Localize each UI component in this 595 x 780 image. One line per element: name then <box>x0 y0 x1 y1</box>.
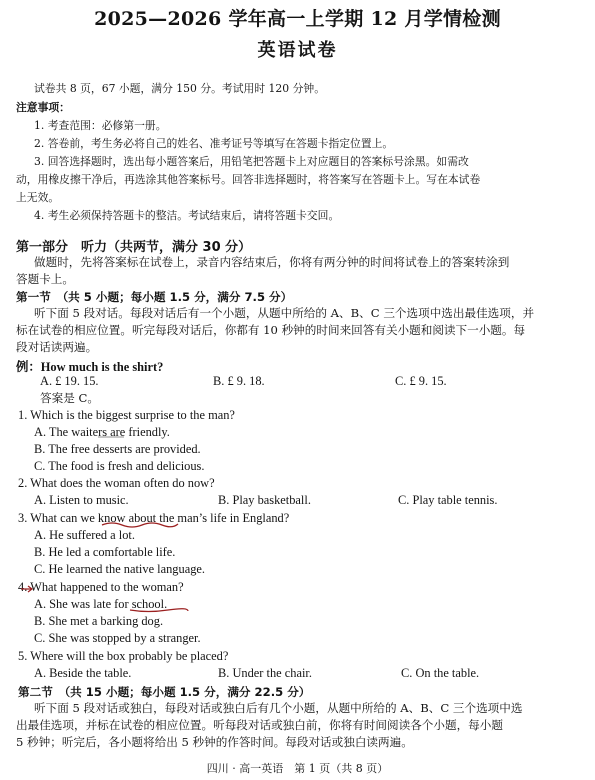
example-answer: 答案是 C。 <box>40 391 99 405</box>
q2-option-c: C. Play table tennis. <box>398 493 498 507</box>
section1-heading: 第一节 （共 5 小题；每小题 1.5 分，满分 7.5 分） <box>16 290 293 304</box>
question-1: 1. Which is the biggest surprise to the man? <box>18 408 235 422</box>
notice-item: 上无效。 <box>16 191 60 204</box>
q2-option-b: B. Play basketball. <box>218 493 311 507</box>
notice-item: 2. 答卷前，考生务必将自己的姓名、准考证号等填写在答题卡指定位置上。 <box>34 137 394 150</box>
q5-option-a: A. Beside the table. <box>34 666 132 680</box>
q2-option-a: A. Listen to music. <box>34 493 129 507</box>
q3-option-c: C. He learned the native language. <box>34 562 205 576</box>
question-2: 2. What does the woman often do now? <box>18 476 215 490</box>
notice-heading: 注意事项： <box>16 101 70 114</box>
question-5: 5. Where will the box probably be placed? <box>18 649 229 663</box>
q3-option-a: A. He suffered a lot. <box>34 528 135 542</box>
notice-item: 4. 考生必须保持答题卡的整洁。考试结束后，请将答题卡交回。 <box>34 209 340 222</box>
q4-option-a: A. She was late for school. <box>34 597 168 611</box>
pen-underline-mark <box>96 434 126 440</box>
exam-subtitle: 英语试卷 <box>257 40 338 61</box>
part1-intro-line: 答题卡上。 <box>16 272 74 286</box>
q4-option-c: C. She was stopped by a stranger. <box>34 631 201 645</box>
notice-item: 3. 回答选择题时，选出每小题答案后，用铅笔把答题卡上对应题目的答案标号涂黑。如需改 <box>34 155 469 168</box>
example-option-a: A. £ 19. 15. <box>40 374 99 388</box>
part1-intro-line: 做题时，先将答案标在试卷上，录音内容结束后，你将有两分钟的时间将试卷上的答案转涂到 <box>34 255 510 269</box>
exam-title: 2025—2026 学年高一上学期 12 月学情检测 <box>94 8 501 30</box>
q1-option-c: C. The food is fresh and delicious. <box>34 459 205 473</box>
notice-item: 动，用橡皮擦干净后，再选涂其他答案标号。回答非选择题时，将答案写在答题卡上。写在本试卷 <box>16 173 481 186</box>
pen-underline-mark <box>128 607 190 615</box>
question-3: 3. What can we know about the man’s life in England? <box>18 511 290 525</box>
exam-info: 试卷共 8 页，67 小题，满分 150 分。考试用时 120 分钟。 <box>34 82 325 95</box>
section2-intro-line: 5 秒钟；听完后，各小题将给出 5 秒钟的作答时间。每段对话或独白读两遍。 <box>16 735 413 749</box>
page-footer: 四川 · 高一英语 第 1 页（共 8 页） <box>206 762 389 775</box>
q5-option-b: B. Under the chair. <box>218 666 312 680</box>
example-option-b: B. £ 9. 18. <box>213 374 265 388</box>
pen-arrow-mark <box>20 584 34 594</box>
question-4: 4. What happened to the woman? <box>18 580 184 594</box>
q5-option-c: C. On the table. <box>401 666 480 680</box>
part1-heading: 第一部分 听力（共两节，满分 30 分） <box>16 240 252 255</box>
section1-intro-line: 听下面 5 段对话。每段对话后有一个小题，从题中所给的 A、B、C 三个选项中选出最佳选项，并 <box>34 306 535 320</box>
pen-underline-mark <box>100 519 180 529</box>
section2-heading: 第二节 （共 15 小题；每小题 1.5 分，满分 22.5 分） <box>18 685 311 699</box>
section2-intro-line: 听下面 5 段对话或独白，每段对话或独白后有几个小题，从题中所给的 A、B、C 三个选项中选 <box>34 701 523 715</box>
q3-option-b: B. He led a comfortable life. <box>34 545 176 559</box>
section2-intro-line: 出最佳选项，并标在试卷的相应位置。听每段对话或独白前，你将有时间阅读各个小题，每小题 <box>16 718 503 732</box>
q4-option-b: B. She met a barking dog. <box>34 614 164 628</box>
q1-option-b: B. The free desserts are provided. <box>34 442 201 456</box>
notice-item: 1. 考查范围：必修第一册。 <box>34 119 167 132</box>
section1-intro-line: 标在试卷的相应位置。听完每段对话后，你都有 10 秒钟的时间来回答有关小题和阅读下一小题。每 <box>16 323 526 337</box>
example-question: 例：How much is the shirt? <box>16 360 164 374</box>
q1-option-a: A. The waiters are friendly. <box>34 425 170 439</box>
example-option-c: C. £ 9. 15. <box>395 374 447 388</box>
section1-intro-line: 段对话读两遍。 <box>16 340 98 354</box>
